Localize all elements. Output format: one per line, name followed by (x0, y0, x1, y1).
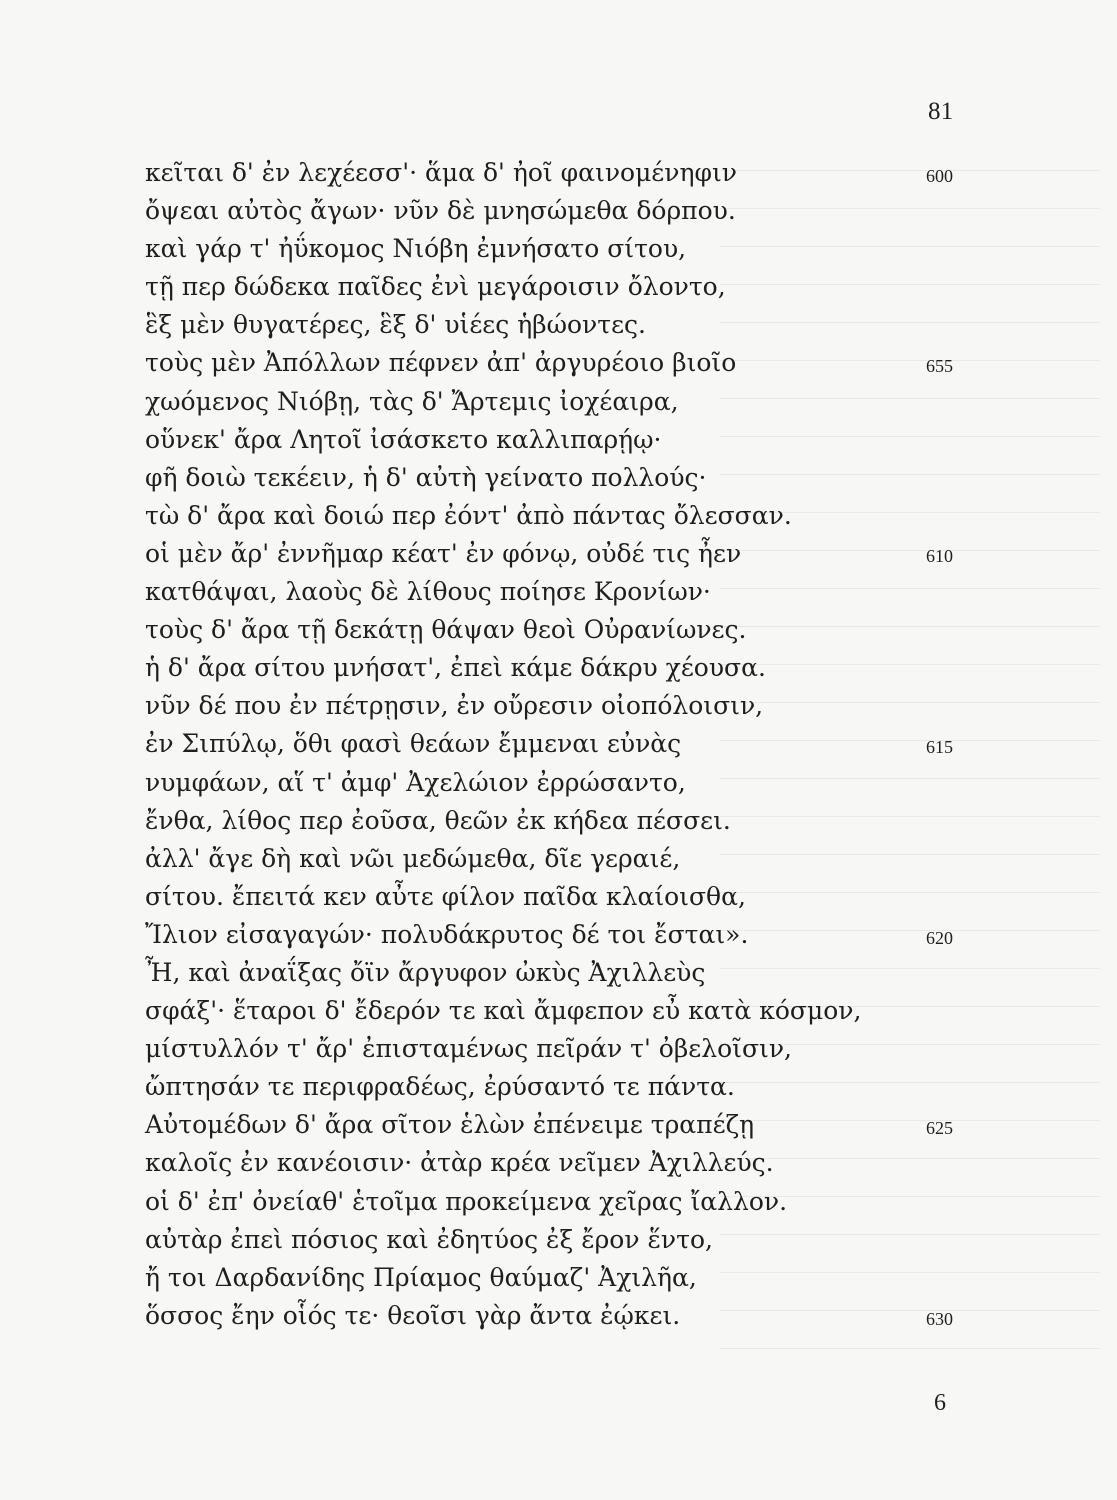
poem-text (145, 154, 925, 1335)
verse-line: σίτου. ἔπειτά κεν αὖτε φίλον παῖδα κλαίοισθα, (145, 881, 746, 911)
verse-line: μίστυλλόν τ' ἄρ' ἐπισταμένως πεῖράν τ' ὀβελοῖσιν, (145, 1034, 792, 1064)
line-number: 630 (926, 1309, 953, 1329)
verse-line: σφάξ'· ἕταροι δ' ἔδερόν τε καὶ ἄμφεπον εὖ κατὰ κόσμον, (145, 996, 862, 1026)
verse-line: κατθάψαι, λαοὺς δὲ λίθους ποίησε Κρονίων· (145, 577, 711, 607)
verse-line: οἱ δ' ἐπ' ὀνείαθ' ἑτοῖμα προκείμενα χεῖρας ἴαλλον. (145, 1186, 788, 1216)
signature-number: 6 (934, 1390, 946, 1416)
line-number: 655 (926, 356, 953, 376)
verse-line: τοὺς δ' ἄρα τῇ δεκάτῃ θάψαν θεοὶ Οὐρανίωνες. (145, 615, 747, 645)
line-number: 615 (926, 737, 953, 757)
verse-line: ἓξ μὲν θυγατέρες, ἓξ δ' υἱέες ἡβώοντες. (145, 310, 646, 340)
verse-line: ἤ τοι Δαρδανίδης Πρίαμος θαύμαζ' Ἀχιλῆα, (145, 1262, 697, 1292)
line-number: 600 (926, 166, 953, 186)
verse-line: οἱ μὲν ἄρ' ἐννῆμαρ κέατ' ἐν φόνῳ, οὐδέ τις ἦεν (145, 538, 742, 568)
verse-line: καὶ γάρ τ' ἠΰκομος Νιόβη ἐμνήσατο σίτου, (145, 234, 687, 264)
verse-line: ὤπτησάν τε περιφραδέως, ἐρύσαντό τε πάντα. (145, 1072, 735, 1102)
verse-line: τὼ δ' ἄρα καὶ δοιώ περ ἐόντ' ἀπὸ πάντας ὄλεσσαν. (145, 500, 792, 530)
verse-line: Ἦ, καὶ ἀναΐξας ὄϊν ἄργυφον ὠκὺς Ἀχιλλεὺς (145, 957, 706, 987)
verse-line: νυμφάων, αἵ τ' ἀμφ' Ἀχελώιον ἐρρώσαντο, (145, 767, 686, 797)
verse-line: Ἴλιον εἰσαγαγών· πολυδάκρυτος δέ τοι ἔσται». (145, 919, 749, 949)
verse-line: ἀλλ' ἄγε δὴ καὶ νῶι μεδώμεθα, δῖε γεραιέ, (145, 843, 681, 873)
verse-line: ὅσσος ἔην οἷός τε· θεοῖσι γὰρ ἄντα ἐῴκει. (145, 1300, 681, 1330)
page-number: 81 (928, 98, 954, 125)
verse-line: αὐτὰρ ἐπεὶ πόσιος καὶ ἐδητύος ἐξ ἔρον ἕντο, (145, 1224, 713, 1254)
verse-line: ἐν Σιπύλῳ, ὅθι φασὶ θεάων ἔμμεναι εὐνὰς (145, 729, 682, 759)
line-number: 620 (926, 928, 953, 948)
verse-line: ὄψεαι αὐτὸς ἄγων· νῦν δὲ μνησώμεθα δόρπου. (145, 196, 736, 226)
line-number: 610 (926, 546, 953, 566)
verse-line: ἡ δ' ἄρα σίτου μνήσατ', ἐπεὶ κάμε δάκρυ χέουσα. (145, 653, 766, 683)
verse-line: χωόμενος Νιόβῃ, τὰς δ' Ἄρτεμις ἰοχέαιρα, (145, 386, 679, 416)
verse-line: Αὐτομέδων δ' ἄρα σῖτον ἑλὼν ἐπένειμε τραπέζῃ (145, 1110, 755, 1140)
verse-line: κεῖται δ' ἐν λεχέεσσ'· ἅμα δ' ἠοῖ φαινομένηφιν (145, 158, 737, 187)
verse-line: οὕνεκ' ἄρα Λητοῖ ἰσάσκετο καλλιπαρῄῳ· (145, 424, 662, 454)
verse-line: φῆ δοιὼ τεκέειν, ἡ δ' αὐτὴ γείνατο πολλούς· (145, 462, 707, 492)
verse-line: καλοῖς ἐν κανέοισιν· ἀτὰρ κρέα νεῖμεν Ἀχιλλεύς. (145, 1148, 774, 1178)
verse-line: τῇ περ δώδεκα παῖδες ἐνὶ μεγάροισιν ὄλοντο, (145, 272, 726, 302)
verse-line: νῦν δέ που ἐν πέτρῃσιν, ἐν οὔρεσιν οἰοπόλοισιν, (145, 691, 764, 721)
verse-line: ἔνθα, λίθος περ ἐοῦσα, θεῶν ἐκ κήδεα πέσσει. (145, 805, 731, 835)
verse-line: τοὺς μὲν Ἀπόλλων πέφνεν ἀπ' ἀργυρέοιο βιοῖο (145, 348, 737, 378)
line-number: 625 (926, 1118, 953, 1138)
